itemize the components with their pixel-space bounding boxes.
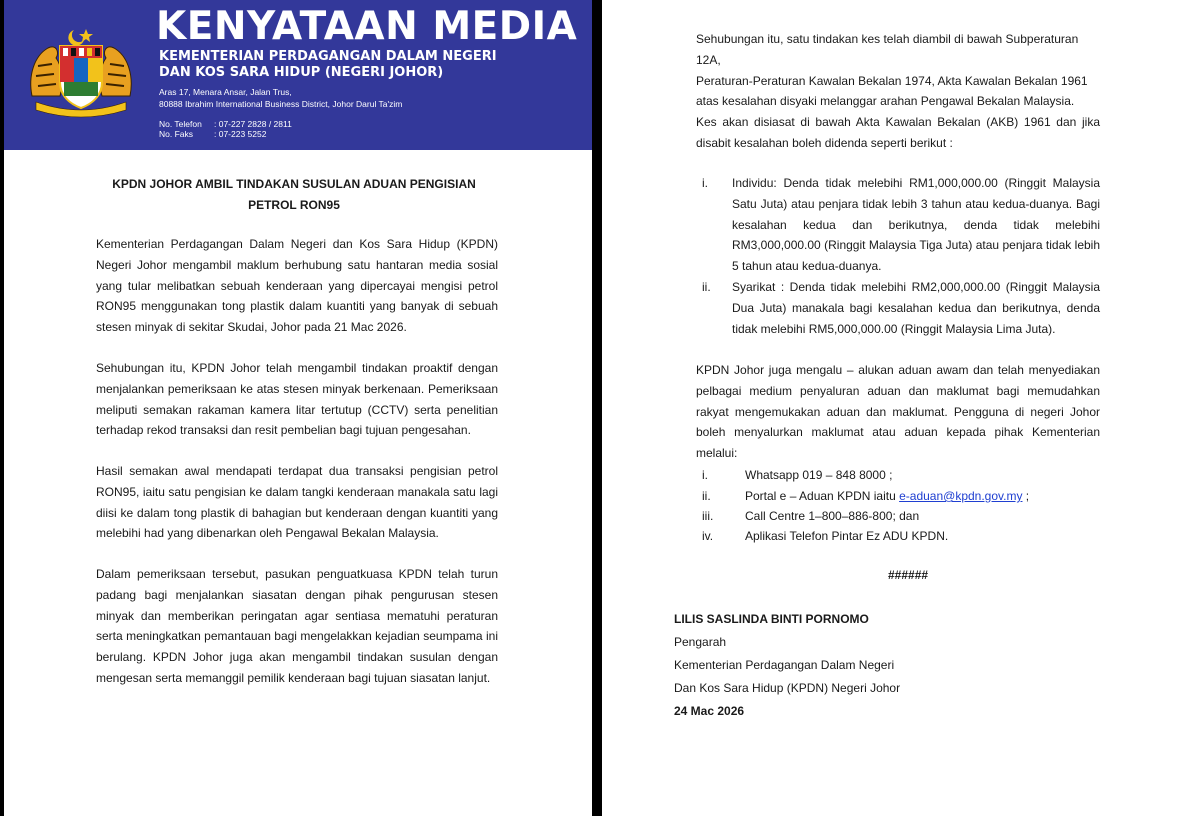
organisation-line-1: Kementerian Perdagangan Dalam Negeri [674,658,895,672]
e-aduan-email-link[interactable]: e-aduan@kpdn.gov.my [899,489,1023,503]
penalty-item-text: Syarikat : Denda tidak melebihi RM2,000,000.00 (Ringgit Malaysia Dua Juta) manakala bagi kesalahan kedua dan berikutnya, denda tidak melebihi RM5,000,000.00 (Ringgit Malaysia Lima Juta). [732,280,1100,336]
channel-item-whatsapp: i. Whatsapp 019 – 848 8000 ; [702,468,893,482]
penalty-intro-paragraph: Kes akan disiasat di bawah Akta Kawalan Bekalan (AKB) 1961 dan jika disabit kesalahan boleh didenda seperti berikut : [696,115,1100,150]
channel-item-call-centre: iii. Call Centre 1–800–886-800; dan [702,509,920,523]
fax-value: : 07-223 5252 [214,129,267,139]
header-banner [4,0,592,150]
fax-label: No. Faks [159,129,194,139]
penalty-item-number: ii. [702,280,711,294]
paragraph-2: Sehubungan itu, KPDN Johor telah mengambil tindakan proaktif dengan menjalankan pemeriksaan ke atas stesen minyak berkenaan. Pemeriksaan meliputi semakan rakaman kamera litar tertutup (CCTV) serta penelitian terhadap rekod transaksi dan resit pembelian bagi tujuan pengesahan. [96,361,498,438]
paragraph-1: Kementerian Perdagangan Dalam Negeri dan Kos Sara Hidup (KPDN) Negeri Johor mengambil maklum berhubung satu hantaran media sosial yang tular melibatkan sebuah kenderaan yang dipercayai mengisi petrol RON95 menggunakan tong plastik dalam kuantiti yang banyak di sebuah stesen minyak di sekitar Skudai, Johor pada 21 Mac 2026. [96,237,498,335]
channel-item-app: iv. Aplikasi Telefon Pintar Ez ADU KPDN. [702,529,949,543]
signatory-title: Pengarah [674,635,727,649]
press-release-title: KENYATAAN MEDIA [156,4,578,49]
signatory-name: LILIS SASLINDA BINTI PORNOMO [674,612,869,626]
coat-of-arms-logo [26,26,136,118]
end-separator: ###### [888,568,929,582]
office-address: Aras 17, Menara Ansar, Jalan Trus, 80888 Ibrahim International Business District, Johor Darul Ta'zim [159,87,403,109]
complaint-channels-paragraph: KPDN Johor juga mengalu – alukan aduan awam dan telah menyediakan pelbagai medium penyaluran aduan dan maklumat bagi memudahkan rakyat mengemukakan aduan dan maklumat. Pengguna di negeri Johor boleh menyalurkan maklumat atau aduan kepada pihak Kementerian melalui: [696,363,1100,461]
channel-item-portal: ii. Portal e – Aduan KPDN iaitu e-aduan@kpdn.gov.my ; [702,489,1030,503]
ministry-name: KEMENTERIAN PERDAGANGAN DALAM NEGERI DAN KOS SARA HIDUP (NEGERI JOHOR) [159,49,497,80]
penalty-item-number: i. [702,176,708,190]
phone-value: : 07-227 2828 / 2811 [214,119,292,129]
penalty-item-company [702,277,1100,339]
penalty-item-text: Individu: Denda tidak melebihi RM1,000,000.00 (Ringgit Malaysia Satu Juta) atau penjara tidak lebih 3 tahun atau kedua-duanya. Bagi kesalahan kedua dan berikutnya, denda tidak melebihi RM3,000,000.00 (Ringgit Malaysia Tiga Juta) atau penjara tidak lebih 5 tahun atau kedua-duanya. [732,176,1100,274]
penalty-item-individual [702,173,1100,277]
right-page [602,0,1200,816]
contact-numbers [159,119,292,139]
phone-label: No. Telefon [159,119,202,129]
paragraph-4: Dalam pemeriksaan tersebut, pasukan penguatkuasa KPDN telah turun padang bagi menjalankan siasatan dengan pihak pengurusan stesen minyak dan memberikan peringatan agar sentiasa mematuhi peraturan serta meningkatkan pemantauan bagi mengelakkan kejadian seumpama ini berulang. KPDN Johor juga akan mengambil tindakan susulan dengan mengesan serta memanggil pemilik kenderaan bagi tujuan siasatan lanjut. [96,567,498,685]
organisation-line-2: Dan Kos Sara Hidup (KPDN) Negeri Johor [674,681,901,695]
action-paragraph: Sehubungan itu, satu tindakan kes telah diambil di bawah Subperaturan 12A, Peraturan-Peraturan Kawalan Bekalan 1974, Akta Kawalan Bekalan 1961 atas kesalahan disyaki melanggar arahan Pengawal Bekalan Malaysia. [696,32,1088,109]
left-page [4,0,592,816]
paragraph-3: Hasil semakan awal mendapati terdapat dua transaksi pengisian petrol RON95, iaitu satu pengisian ke dalam tangki kenderaan manakala satu lagi diisi ke dalam tong plastik di bahagian but kenderaan dengan kuantiti yang melebihi had yang dibenarkan oleh Pengawal Bekalan Malaysia. [96,464,498,541]
document-title: KPDN JOHOR AMBIL TINDAKAN SUSULAN ADUAN PENGISIAN PETROL RON95 [112,177,476,212]
release-date: 24 Mac 2026 [674,704,745,718]
